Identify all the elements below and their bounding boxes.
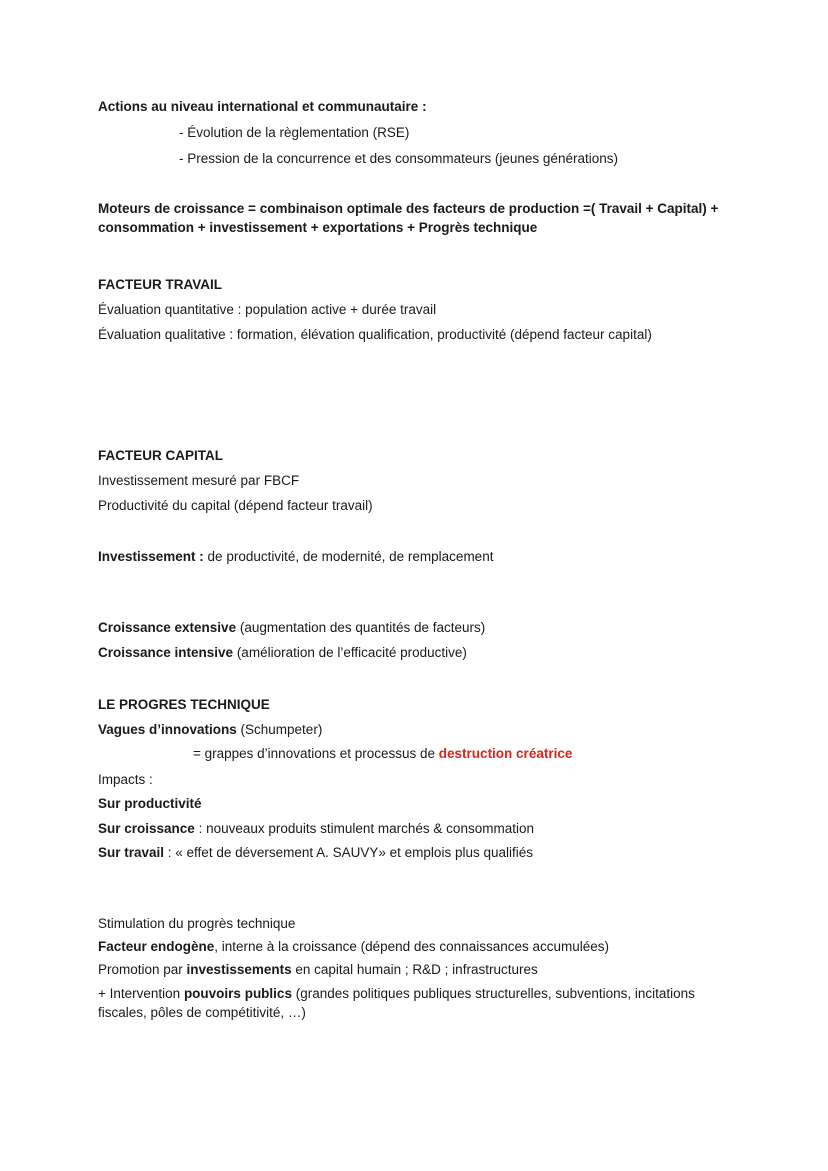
intervention-text: (grandes politiques publiques structurelles, subventions, incitations fiscales, pôles de compétitivité, …) (98, 986, 695, 1020)
travail-quantitative: Évaluation quantitative : population active + durée travail (98, 302, 437, 317)
impact-croissance-label: Sur croissance (98, 821, 195, 836)
croissance-extensive-line (98, 619, 485, 637)
promotion-investissements: investissements (186, 962, 292, 977)
intl-item-rse: - Évolution de la règlementation (RSE) (179, 125, 410, 140)
heading-facteur-capital: FACTEUR CAPITAL (98, 448, 223, 463)
vagues-label: Vagues d’innovations (98, 722, 237, 737)
heading-progres-technique: LE PROGRES TECHNIQUE (98, 697, 270, 712)
vagues-text: (Schumpeter) (236, 722, 323, 737)
impact-croissance-text: : nouveaux produits stimulent marchés & consommation (194, 821, 534, 836)
facteur-endogene-label: Facteur endogène (98, 939, 215, 954)
impact-productivite: Sur productivité (98, 796, 202, 811)
investissement-text: de productivité, de modernité, de remplacement (203, 549, 494, 564)
croissance-extensive-text: (augmentation des quantités de facteurs) (236, 620, 486, 635)
moteurs-line-1: Moteurs de croissance = combinaison optimale des facteurs de production =( Travail + Capital) + (98, 201, 719, 216)
facteur-endogene-text: , interne à la croissance (dépend des connaissances accumulées) (214, 939, 610, 954)
intl-item-pression: - Pression de la concurrence et des consommateurs (jeunes générations) (179, 151, 618, 166)
croissance-intensive-line (98, 644, 467, 662)
intervention-prefix: + Intervention (98, 986, 184, 1001)
impact-croissance-line (98, 820, 534, 838)
intl-title: Actions au niveau international et communautaire : (98, 99, 427, 114)
capital-line-2: Productivité du capital (dépend facteur travail) (98, 498, 373, 513)
impact-travail-text: : « effet de déversement A. SAUVY» et emplois plus qualifiés (164, 845, 533, 860)
facteur-endogene-line (98, 938, 609, 956)
croissance-intensive-label: Croissance intensive (98, 645, 234, 660)
croissance-extensive-label: Croissance extensive (98, 620, 237, 635)
travail-qualitative: Évaluation qualitative : formation, élévation qualification, productivité (dépend facteur capital) (98, 327, 652, 342)
grappes-text: = grappes d’innovations et processus de (193, 746, 439, 761)
capital-line-1: Investissement mesuré par FBCF (98, 473, 300, 488)
grappes-line (193, 745, 572, 763)
stimulation-title: Stimulation du progrès technique (98, 916, 296, 931)
investissement-line (98, 548, 493, 566)
intervention-pouvoirs-publics: pouvoirs publics (183, 986, 292, 1001)
heading-facteur-travail: FACTEUR TRAVAIL (98, 277, 222, 292)
intervention-paragraph (98, 984, 728, 1022)
promotion-line (98, 961, 538, 979)
croissance-intensive-text: (amélioration de l’efficacité productive) (233, 645, 467, 660)
vagues-line (98, 721, 322, 739)
impact-travail-label: Sur travail (98, 845, 165, 860)
moteurs-line-2: consommation + investissement + exportations + Progrès technique (98, 220, 538, 235)
impacts-label: Impacts : (98, 772, 153, 787)
investissement-label: Investissement : (98, 549, 204, 564)
promotion-text: en capital humain ; R&D ; infrastructures (291, 962, 538, 977)
impact-travail-line (98, 844, 533, 862)
promotion-prefix: Promotion par (98, 962, 187, 977)
destruction-creatrice-highlight: destruction créatrice (438, 746, 573, 761)
